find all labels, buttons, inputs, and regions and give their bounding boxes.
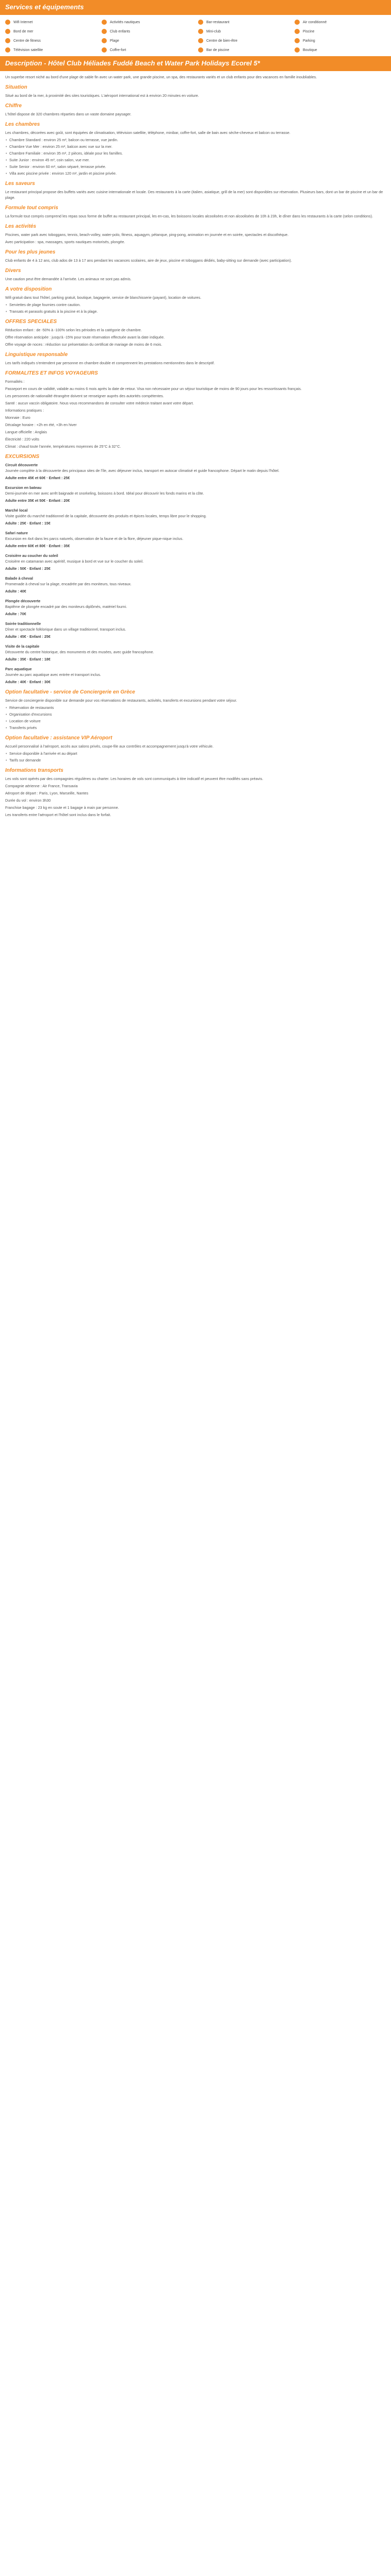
excursion-description: Journée complète à la découverte des principaux sites de l'île, avec déjeuner inclus, transport en autocar climatisé et guide francophone. Départ le matin depuis l'hôtel. (5, 468, 280, 473)
transport-paragraph: Aéroport de départ : Paris, Lyon, Marseille, Nantes (5, 791, 89, 795)
amenity-item (295, 19, 386, 25)
excursion-price: Adulte entre 45€ et 60€ · Enfant : 25€ (5, 476, 70, 480)
section-bullet: • Suite Junior : environ 45 m², coin salon, vue mer. (5, 157, 386, 163)
restaurant-icon (198, 20, 203, 25)
parking-icon (295, 38, 300, 43)
section-block (5, 180, 386, 200)
amenity-label: Centre de fitness (13, 39, 41, 43)
section-paragraph: Les chambres, décorées avec goût, sont équipées de climatisation, télévision satellite, téléphone, minibar, coffre-fort, salle de bain avec sèche-cheveux et balcon ou terrasse. (5, 130, 290, 135)
section-block (5, 370, 386, 449)
amenity-item (198, 38, 289, 44)
section-paragraph: Climat : chaud toute l'année, températures moyennes de 25°C à 32°C. (5, 444, 121, 449)
section-title: Les chambres (5, 122, 40, 127)
section-title: Divers (5, 268, 21, 274)
section-bullet: • Chambre Vue Mer : environ 25 m², balcon avec vue sur la mer. (5, 144, 386, 149)
amenity-item (295, 38, 386, 44)
excursion-description: Découverte du centre historique, des monuments et des musées, avec guide francophone. (5, 650, 154, 654)
excursion-price: Adulte entre 60€ et 80€ · Enfant : 35€ (5, 544, 70, 548)
excursion-description: Excursion en 4x4 dans les parcs naturels, observation de la faune et de la flore, déjeuner pique-nique inclus. (5, 536, 184, 541)
aircon-icon (295, 20, 300, 25)
spa-icon (198, 38, 203, 43)
page (0, 0, 391, 818)
option-block (5, 689, 386, 731)
shop-icon (295, 47, 300, 53)
excursion-item (5, 575, 386, 594)
amenity-item (295, 28, 386, 35)
option-bullet: • Réservation de restaurants (5, 705, 386, 710)
amenity-item (102, 47, 193, 53)
section-title: Situation (5, 84, 27, 90)
amenity-label: Club enfants (110, 29, 131, 33)
section-paragraph: Électricité : 220 volts (5, 437, 39, 442)
section-bullet: • Transats et parasols gratuits à la piscine et à la plage. (5, 309, 386, 314)
excursion-name: Soirée traditionnelle (5, 621, 41, 626)
transport-paragraph: Les vols sont opérés par des compagnies régulières ou charter. Les horaires de vols sont communiqués à titre indicatif et peuvent être modifiés sans préavis. (5, 776, 264, 781)
option-bullet: • Service disponible à l'arrivée et au départ (5, 751, 386, 756)
section-block (5, 84, 386, 98)
section-title: FORMALITES ET INFOS VOYAGEURS (5, 370, 98, 376)
section-paragraph: Informations pratiques : (5, 408, 44, 413)
excursion-description: Croisière en catamaran avec apéritif, musique à bord et vue sur le coucher du soleil. (5, 559, 144, 564)
excursion-name: Croisière au coucher du soleil (5, 553, 58, 558)
amenity-label: Wifi Internet (13, 20, 33, 24)
section-title: OFFRES SPECIALES (5, 319, 57, 325)
amenity-label: Coffre-fort (110, 48, 126, 52)
transport-body (5, 776, 386, 818)
excursion-name: Circuit découverte (5, 463, 38, 467)
amenity-item (295, 47, 386, 53)
section-paragraph: Le restaurant principal propose des buffets variés avec cuisine internationale et locale. Des restaurants à la carte (italien, asiatique, grill de la mer) sont disponibles sur réservation. Plusieurs bars, dont un bar de piscine et un bar de plage. (5, 190, 383, 200)
transport-paragraph: Compagnie aérienne : Air France, Transavia (5, 784, 78, 788)
section-bullet: • Chambre Standard : environ 25 m², balcon ou terrasse, vue jardin. (5, 137, 386, 143)
description-banner (0, 56, 391, 71)
sea-icon (5, 29, 10, 34)
kids-icon (102, 29, 107, 34)
section-paragraph: Avec participation : spa, massages, sports nautiques motorisés, plongée. (5, 240, 125, 244)
section-block (5, 205, 386, 219)
section-paragraph: La formule tout compris comprend les repas sous forme de buffet au restaurant principal, les en-cas, les boissons locales alcoolisées et non alcoolisées de 10h à 23h, le dîner dans les restaurants à la carte (selon conditions). (5, 214, 373, 218)
services-banner (0, 0, 391, 15)
excursion-price: Adulte : 40€ (5, 589, 26, 594)
section-paragraph: Passeport en cours de validité, valable au moins 6 mois après la date de retour. Visa non nécessaire pour un séjour touristique de moins de 90 jours pour les ressortissants français. (5, 386, 302, 391)
excursion-description: Journée au parc aquatique avec entrée et transport inclus. (5, 672, 101, 677)
amenity-label: Bord de mer (13, 29, 34, 33)
section-title: Les activités (5, 224, 37, 229)
option-bullet: • Transferts privés (5, 725, 386, 731)
section-bullet: • Suite Senior : environ 60 m², salon séparé, terrasse privée. (5, 164, 386, 170)
option-bullet: • Tarifs sur demande (5, 757, 386, 763)
section-block (5, 318, 386, 347)
safe-icon (102, 47, 107, 53)
excursions-title: EXCURSIONS (5, 454, 40, 460)
amenity-label: Plage (110, 39, 119, 43)
excursion-description: Visite guidée du marché traditionnel de la capitale, découverte des produits et épices locales, temps libre pour le shopping. (5, 514, 207, 518)
transport-title: Informations transports (5, 768, 63, 773)
excursion-name: Parc aquatique (5, 667, 32, 671)
excursions-section (5, 453, 386, 685)
intro-text: Un superbe resort niché au bord d'une plage de sable fin avec un water park, une grande piscine, un spa, des restaurants variés et un club enfants pour des vacances en famille inoubliables. (5, 75, 317, 79)
section-paragraph: Les tarifs indiqués s'entendent par personne en chambre double et comprennent les prestations mentionnées dans le descriptif. (5, 361, 215, 365)
excursion-name: Visite de la capitale (5, 644, 40, 649)
option-title: Option facultative : assistance VIP Aéroport (5, 735, 112, 741)
excursion-description: Dîner et spectacle folklorique dans un village traditionnel, transport inclus. (5, 627, 126, 632)
transport-paragraph: Les transferts entre l'aéroport et l'hôtel sont inclus dans le forfait. (5, 812, 111, 817)
excursion-item (5, 643, 386, 662)
amenity-item (5, 38, 96, 44)
amenity-label: Boutique (303, 48, 317, 52)
excursion-price: Adulte : 45€ · Enfant : 25€ (5, 634, 51, 639)
section-paragraph: Langue officielle : Anglais (5, 430, 47, 434)
section-block (5, 351, 386, 366)
section-block (5, 103, 386, 117)
excursion-item (5, 485, 386, 503)
amenity-label: Bar-restaurant (206, 20, 230, 24)
section-title: Formule tout compris (5, 205, 58, 211)
option-block (5, 735, 386, 763)
excursion-item (5, 553, 386, 571)
section-paragraph: Une caution peut être demandée à l'arrivée. Les animaux ne sont pas admis. (5, 277, 132, 281)
beach-icon (102, 38, 107, 43)
option-bullet: • Organisation d'excursions (5, 711, 386, 717)
amenity-label: Télévision satellite (13, 48, 43, 52)
section-bullet: • Serviettes de plage fournies contre caution. (5, 302, 386, 308)
amenity-item (102, 28, 193, 35)
amenity-item (102, 38, 193, 44)
amenity-item (198, 28, 289, 35)
description-body (0, 74, 391, 818)
description-title: Description - Hôtel Club Héliades Fuddé Beach et Water Park Holidays Ecorel 5* (5, 59, 260, 67)
section-title: Chiffre (5, 103, 22, 109)
section-block (5, 223, 386, 245)
excursion-price: Adulte : 70€ (5, 612, 26, 616)
amenity-label: Piscine (303, 29, 315, 33)
excursion-description: Baptême de plongée encadré par des moniteurs diplômés, matériel fourni. (5, 604, 127, 609)
section-block (5, 267, 386, 282)
transport-section (5, 767, 386, 818)
section-paragraph: Les personnes de nationalité étrangère doivent se renseigner auprès des autorités compétentes. (5, 394, 164, 398)
excursion-item (5, 530, 386, 549)
excursion-description: Demi-journée en mer avec arrêt baignade et snorkeling, boissons à bord. Idéal pour découvrir les fonds marins et la côte. (5, 491, 204, 496)
option-paragraph: Service de conciergerie disponible sur demande pour vos réservations de restaurants, activités, transferts et excursions pendant votre séjour. (5, 698, 237, 703)
section-paragraph: Club enfants de 4 à 12 ans, club ados de 13 à 17 ans pendant les vacances scolaires, aire de jeux, piscine et toboggans dédiés, baby-sitting sur demande (avec participation). (5, 258, 292, 263)
section-paragraph: Piscines, water park avec toboggans, tennis, beach-volley, water-polo, fitness, aquagym, pétanque, ping-pong, animation en journée et en soirée, spectacles et discothèque. (5, 232, 289, 237)
excursion-name: Excursion en bateau (5, 485, 42, 490)
excursion-item (5, 621, 386, 639)
bar-icon (198, 47, 203, 53)
excursion-name: Plongée découverte (5, 599, 41, 603)
amenities-grid (0, 15, 391, 56)
section-paragraph: Situé au bord de la mer, à proximité des sites touristiques. L'aéroport international est à environ 20 minutes en voiture. (5, 93, 199, 98)
amenity-label: Air conditionné (303, 20, 327, 24)
amenity-label: Bar de piscine (206, 48, 230, 52)
amenity-item (102, 19, 193, 25)
amenity-label: Mini-club (206, 29, 221, 33)
option-bullet: • Location de voiture (5, 718, 386, 724)
section-block (5, 249, 386, 263)
excursion-price: Adulte : 40€ · Enfant : 30€ (5, 680, 51, 684)
excursion-price: Adulte : 35€ · Enfant : 18€ (5, 657, 51, 662)
wifi-icon (5, 20, 10, 25)
activities-icon (102, 20, 107, 25)
option-paragraph: Accueil personnalisé à l'aéroport, accès aux salons privés, coupe-file aux contrôles et accompagnement jusqu'à votre véhicule. (5, 744, 214, 749)
transport-paragraph: Franchise bagage : 23 kg en soute et 1 bagage à main par personne. (5, 805, 119, 810)
excursion-name: Safari nature (5, 531, 28, 535)
section-paragraph: L'hôtel dispose de 320 chambres réparties dans un vaste domaine paysager. (5, 112, 132, 116)
excursion-price: Adulte : 25€ · Enfant : 15€ (5, 521, 51, 526)
section-paragraph: Décalage horaire : +2h en été, +3h en hiver (5, 422, 77, 427)
section-block (5, 286, 386, 314)
amenity-label: Parking (303, 39, 315, 43)
mini-icon (198, 29, 203, 34)
fitness-icon (5, 38, 10, 43)
section-block (5, 121, 386, 176)
amenity-item (5, 47, 96, 53)
sections-container (5, 84, 386, 449)
excursion-item (5, 598, 386, 617)
excursion-price: Adulte : 50€ · Enfant : 25€ (5, 566, 51, 571)
section-paragraph: Offre réservation anticipée : jusqu'à -15% pour toute réservation effectuée avant la date indiquée. (5, 335, 165, 340)
options-container (5, 689, 386, 763)
excursion-description: Promenade à cheval sur la plage, encadrée par des moniteurs, tous niveaux. (5, 582, 132, 586)
amenity-label: Activités nautiques (110, 20, 140, 24)
section-paragraph: Réduction enfant : de -50% à -100% selon les périodes et la catégorie de chambre. (5, 328, 142, 332)
section-paragraph: Santé : aucun vaccin obligatoire. Nous vous recommandons de consulter votre médecin traitant avant votre départ. (5, 401, 194, 405)
amenity-item (5, 28, 96, 35)
section-paragraph: Monnaie : Euro (5, 415, 30, 420)
excursion-name: Marché local (5, 508, 28, 513)
excursion-price: Adulte entre 35€ et 50€ · Enfant : 20€ (5, 498, 70, 503)
services-title: Services et équipements (5, 3, 84, 11)
excursion-item (5, 462, 386, 481)
section-bullet: • Villa avec piscine privée : environ 120 m², jardin et piscine privée. (5, 171, 386, 176)
excursion-item (5, 507, 386, 526)
section-title: Pour les plus jeunes (5, 249, 56, 255)
excursion-name: Balade à cheval (5, 576, 33, 581)
section-paragraph: Offre voyage de noces : réduction sur présentation du certificat de mariage de moins de 6 mois. (5, 342, 162, 347)
amenity-item (5, 19, 96, 25)
pool-icon (295, 29, 300, 34)
excursions-list (5, 462, 386, 685)
section-bullet: • Chambre Familiale : environ 35 m², 2 pièces, idéale pour les familles. (5, 150, 386, 156)
amenity-item (198, 47, 289, 53)
option-title: Option facultative - service de Conciergerie en Grèce (5, 689, 135, 695)
section-title: A votre disposition (5, 286, 52, 292)
section-title: Les saveurs (5, 181, 35, 187)
transport-paragraph: Durée du vol : environ 3h30 (5, 798, 51, 803)
tv-icon (5, 47, 10, 53)
amenity-item (198, 19, 289, 25)
section-title: Linguistique responsable (5, 352, 68, 358)
section-paragraph: Formalités : (5, 379, 25, 384)
section-paragraph: Wifi gratuit dans tout l'hôtel, parking gratuit, boutique, bagagerie, service de blanchisserie (payant), location de voitures. (5, 295, 202, 300)
excursion-item (5, 666, 386, 685)
amenity-label: Centre de bien-être (206, 39, 238, 43)
